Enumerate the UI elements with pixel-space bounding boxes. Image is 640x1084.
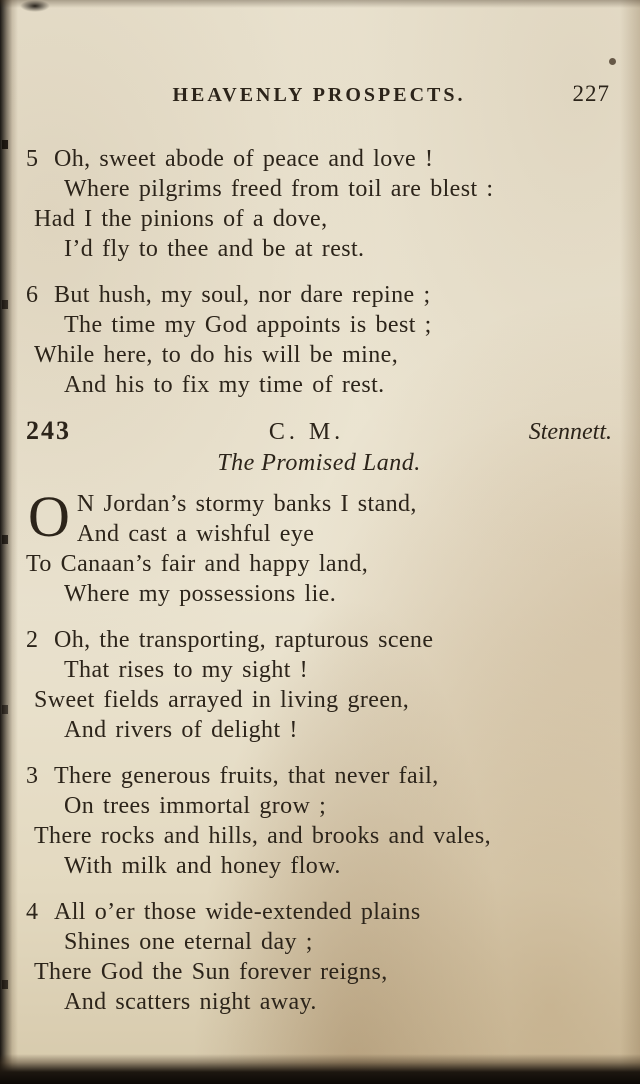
verse-number: 5 xyxy=(26,146,39,172)
verse-line xyxy=(26,761,612,791)
page-number: 227 xyxy=(572,81,610,106)
verse-line xyxy=(26,280,612,310)
verse xyxy=(26,761,612,881)
verse-line: With milk and honey flow. xyxy=(64,853,341,879)
corner-stain xyxy=(20,0,50,12)
verse-line: And scatters night away. xyxy=(64,989,317,1015)
verse-line: I’d fly to thee and be at rest. xyxy=(64,236,365,262)
binding-edge xyxy=(0,0,18,1084)
verse-number: 4 xyxy=(26,899,39,925)
page-bottom-edge xyxy=(0,1054,640,1084)
verse-line-text: All o’er those wide-extended plains xyxy=(54,899,421,925)
verse-line-text: Oh, the transporting, rapturous scene xyxy=(54,627,434,653)
verse-line: Had I the pinions of a dove, xyxy=(34,206,328,232)
verse-line-text: There generous fruits, that never fail, xyxy=(54,763,439,789)
verse-line: Shines one eternal day ; xyxy=(64,929,313,955)
ink-speck xyxy=(609,58,616,65)
verse-line xyxy=(26,897,612,927)
verse-line: That rises to my sight ! xyxy=(64,657,309,683)
verse-line: And rivers of delight ! xyxy=(64,717,298,743)
verse-line: And his to fix my time of rest. xyxy=(64,372,385,398)
verse xyxy=(26,280,612,400)
verse xyxy=(26,144,612,264)
running-header: HEAVENLY PROSPECTS. xyxy=(172,84,466,106)
verse-line xyxy=(26,144,612,174)
verse xyxy=(26,625,612,745)
verse xyxy=(26,484,612,609)
verse-number: 6 xyxy=(26,282,39,308)
page-right-edge xyxy=(620,0,640,1084)
hymn-number: 243 xyxy=(26,416,71,445)
hymn-heading xyxy=(26,416,612,446)
verse xyxy=(26,897,612,1017)
verse-line: And cast a wishful eye xyxy=(76,521,315,547)
verse-number: 3 xyxy=(26,763,39,789)
verse-line: There God the Sun forever reigns, xyxy=(34,959,388,985)
verse-line-text: Oh, sweet abode of peace and love ! xyxy=(54,146,434,172)
verse-line: Sweet fields arrayed in living green, xyxy=(34,687,410,713)
verse-line: There rocks and hills, and brooks and vales, xyxy=(34,823,491,849)
verse-line: Where my possessions lie. xyxy=(64,581,337,607)
verse-line: N Jordan’s stormy banks I stand, xyxy=(76,491,417,517)
binding-marks xyxy=(2,140,8,149)
verse-line: While here, to do his will be mine, xyxy=(34,342,399,368)
hymn-meter: C. M. xyxy=(268,419,345,445)
verse-line: To Canaan’s fair and happy land, xyxy=(26,551,369,577)
page-content xyxy=(26,81,612,1033)
page-top-edge xyxy=(0,0,640,8)
verse-number: 2 xyxy=(26,627,39,653)
hymn-author: Stennett. xyxy=(528,419,612,445)
dropcap-letter: O xyxy=(28,484,70,549)
verse-line: On trees immortal grow ; xyxy=(64,793,327,819)
verse-line xyxy=(26,625,612,655)
header-row xyxy=(26,81,612,114)
verse-line: The time my God appoints is best ; xyxy=(64,312,432,338)
hymn-title: The Promised Land. xyxy=(217,450,421,476)
verse-line: Where pilgrims freed from toil are blest : xyxy=(64,176,494,202)
verse-line-text: But hush, my soul, nor dare repine ; xyxy=(54,282,431,308)
